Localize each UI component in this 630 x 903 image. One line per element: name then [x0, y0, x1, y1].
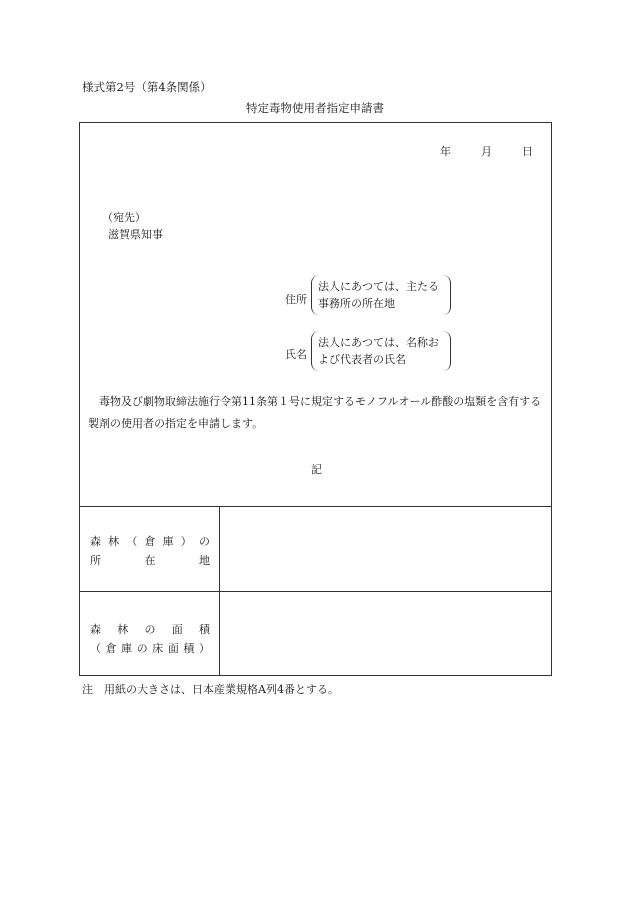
table-label-char: の	[136, 642, 148, 655]
forest-location-label-line-1	[90, 533, 210, 549]
application-form-frame	[79, 122, 552, 676]
table-label-char: 森	[90, 535, 101, 548]
address-note-line-2: 事務所の所在地	[318, 297, 395, 310]
table-label-char: 林	[117, 623, 129, 636]
table-label-char: ）	[180, 535, 192, 548]
name-label: 氏名	[285, 348, 307, 361]
forest-area-label	[90, 621, 210, 656]
table-label-char: 所	[90, 554, 101, 567]
forest-area-label-line-2	[90, 640, 210, 656]
table-label-char: 床	[152, 642, 164, 655]
date-line	[440, 143, 533, 159]
table-label-char: ）	[198, 642, 210, 655]
address-note-line-1: 法人にあつては、主たる	[318, 280, 439, 293]
forest-area-input[interactable]	[220, 592, 552, 676]
addressee-name: 滋賀県知事	[108, 228, 163, 241]
table-label-char: の	[198, 535, 210, 548]
application-statement: 毒物及び劇物取締法施行令第11条第１号に規定するモノフルオール酢酸の塩類を含有する製剤の使用者の指定を申請します。	[88, 395, 542, 430]
forest-location-label	[90, 533, 210, 568]
name-note-line-1: 法人にあつては、名称お	[318, 336, 439, 349]
addressee-prefix: （宛先）	[102, 211, 146, 224]
forest-area-label-line-1	[90, 621, 210, 637]
table-label-char: 庫	[162, 535, 174, 548]
table-label-char: 在	[144, 554, 156, 567]
date-month-label: 月	[481, 145, 492, 158]
forest-location-label-line-2	[90, 552, 210, 568]
table-label-char: 林	[108, 535, 120, 548]
table-label-char: 積	[199, 623, 210, 636]
table-label-char: 庫	[121, 642, 133, 655]
table-label-char: （	[126, 535, 138, 548]
table-label-char: 面	[167, 642, 179, 655]
table-label-char: 面	[171, 623, 183, 636]
date-day-label: 日	[522, 145, 533, 158]
paper-size-note: 注 用紙の大きさは、日本産業規格A列4番とする。	[82, 683, 339, 696]
forest-location-input[interactable]	[220, 507, 552, 591]
table-label-char: 積	[183, 642, 195, 655]
address-label: 住所	[285, 293, 307, 306]
table-label-char: （	[90, 642, 101, 655]
name-note-line-2: よび代表者の氏名	[318, 353, 406, 366]
document-title: 特定毒物使用者指定申請書	[246, 101, 384, 115]
table-label-char: 倉	[105, 642, 117, 655]
ki-heading: 記	[311, 463, 322, 476]
table-label-char: 地	[199, 554, 210, 567]
form-number: 様式第2号（第4条関係）	[82, 80, 212, 94]
date-year-label: 年	[440, 145, 451, 158]
table-label-char: 森	[90, 623, 101, 636]
table-label-char: の	[144, 623, 156, 636]
table-label-char: 倉	[144, 535, 156, 548]
